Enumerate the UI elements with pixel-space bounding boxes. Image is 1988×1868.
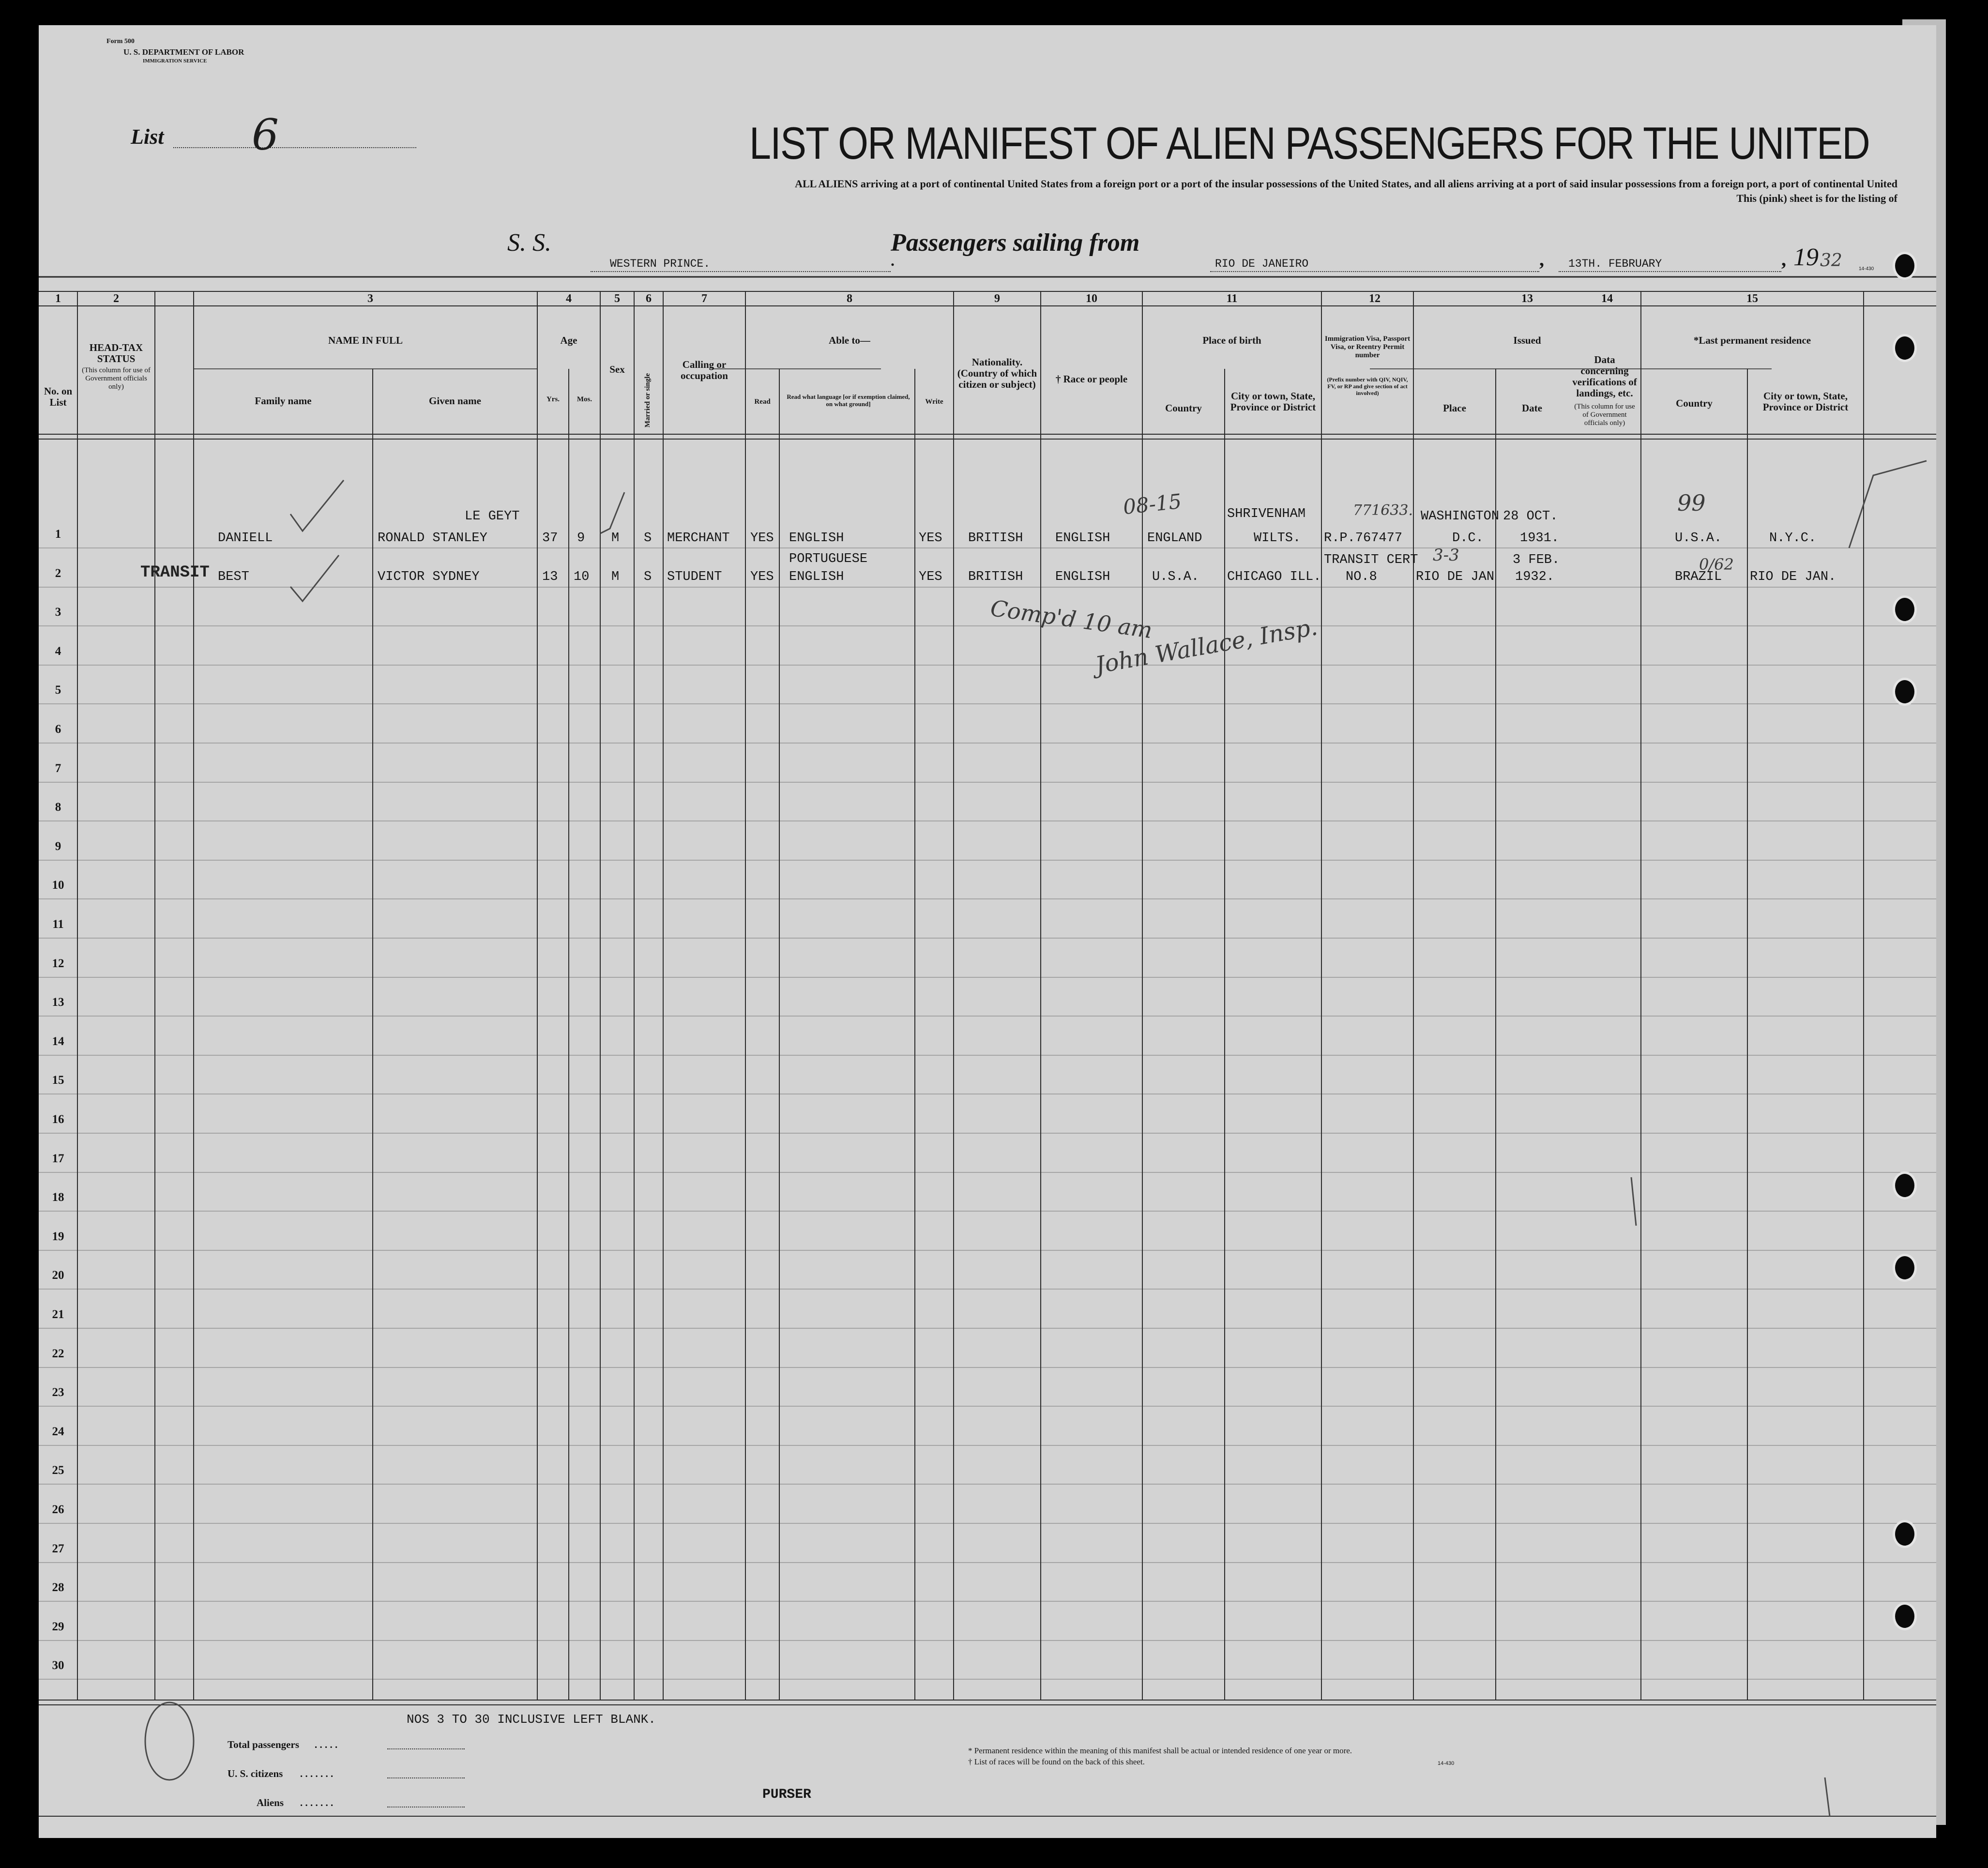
column-number: 12 (1369, 292, 1381, 305)
footer-dots-2: . . . . . . . (300, 1768, 334, 1779)
footer-us-citizens: U. S. citizens (228, 1768, 283, 1779)
header-head-tax-note: (This column for use of Government officials only) (82, 366, 151, 391)
p1-given-extra: LE GEYT (465, 509, 520, 524)
header-issued: Issued (1513, 334, 1541, 346)
p1-language: ENGLISH (789, 531, 844, 546)
punch-hole (1893, 1254, 1917, 1282)
column-number: 4 (566, 292, 572, 305)
row-number: 27 (52, 1542, 64, 1555)
header-res-city: City or town, State, Province or District (1762, 390, 1849, 413)
p2-mos: 10 (574, 570, 590, 584)
p2-head-tax-stamp: TRANSIT (140, 563, 210, 582)
p2-res-country: BRAZIL (1675, 570, 1722, 584)
p1-visa-2: R.P.767477 (1324, 531, 1403, 546)
subtitle-2: This (pink) sheet is for the listing of (1736, 192, 1897, 204)
checkmark-2 (290, 555, 339, 601)
p1-res-city: N.Y.C. (1769, 531, 1817, 546)
p2-issued-place: RIO DE JAN (1416, 570, 1495, 584)
footer-line-2 (387, 1777, 465, 1778)
row-number: 6 (55, 723, 61, 736)
column-number: 7 (701, 292, 707, 305)
page-title: LIST OR MANIFEST OF ALIEN PASSENGERS FOR THE UNITED (749, 118, 1870, 168)
row-number: 15 (52, 1074, 64, 1087)
header-read: Read (754, 398, 771, 406)
p1-issued-place-1: WASHINGTON (1421, 509, 1500, 524)
punch-hole (1893, 1520, 1917, 1548)
punch-hole (1893, 252, 1917, 280)
p1-family: DANIELL (218, 531, 273, 546)
header-visa: Immigration Visa, Passport Visa, or Reentry Permit number (1324, 335, 1411, 359)
p2-birth-country: U.S.A. (1152, 570, 1199, 584)
p2-visa-1: TRANSIT CERT (1324, 553, 1418, 567)
row-number: 19 (52, 1230, 64, 1243)
row-number: 29 (52, 1620, 64, 1633)
header-verifications: Data concerning verifications of landings, etc. (1572, 354, 1637, 399)
inspector-note-1: Comp'd 10 am (988, 594, 1154, 644)
tick-residence (1849, 461, 1927, 548)
row-number: 12 (52, 957, 64, 970)
row-number: 7 (55, 762, 61, 775)
p2-language: ENGLISH (789, 570, 844, 584)
header-nationality: Nationality. (Country of which citizen or subject) (957, 356, 1037, 390)
row-number: 23 (52, 1386, 64, 1399)
header-place-of-birth: Place of birth (1202, 334, 1261, 346)
p2-nationality: BRITISH (968, 570, 1023, 584)
row-number: 8 (55, 801, 61, 814)
header-head-tax: HEAD-TAX STATUS (89, 342, 143, 364)
p2-given: VICTOR SYDNEY (378, 570, 480, 584)
header-issued-date: Date (1522, 402, 1542, 414)
p1-visa-1: 771633. (1353, 502, 1413, 519)
p1-res-country: U.S.A. (1675, 531, 1722, 546)
header-visa-note: (Prefix number with QIV, NQIV, FV, or RP and give section of act involved) (1327, 376, 1408, 396)
punch-hole (1893, 334, 1917, 362)
row-number: 9 (55, 840, 61, 853)
column-number: 3 (367, 292, 373, 305)
column-number: 8 (847, 292, 852, 305)
header-birth-city: City or town, State, Province or District (1230, 390, 1316, 413)
ss-label: S. S. (507, 229, 551, 257)
row-number: 22 (52, 1347, 64, 1360)
column-number: 6 (646, 292, 652, 305)
circle-mark (145, 1702, 194, 1780)
row-number: 24 (52, 1425, 64, 1438)
inspector-signature: John Wallace, Insp. (1093, 613, 1320, 679)
punch-hole (1893, 595, 1917, 623)
annotation-birth-mark: 08-15 (1122, 489, 1183, 519)
port-name: RIO DE JANEIRO (1215, 258, 1309, 270)
p2-write: YES (919, 570, 942, 584)
form-code-top: 14-430 (1859, 266, 1874, 272)
header-verifications-note: (This column for use of Government officials only) (1574, 403, 1635, 427)
comma-1: , (1539, 248, 1544, 270)
header-age: Age (560, 334, 577, 346)
row-number: 11 (52, 918, 64, 931)
row-number: 25 (52, 1464, 64, 1477)
p2-visa-2: NO.8 (1346, 570, 1377, 584)
year-suffix: 32 (1820, 251, 1842, 271)
p1-nationality: BRITISH (968, 531, 1023, 546)
p1-birth-city-2: WILTS. (1254, 531, 1301, 546)
footer-form-code: 14-430 (1438, 1761, 1455, 1766)
row-number: 30 (52, 1659, 64, 1672)
annotation-issued-mark: 3-3 (1433, 546, 1459, 565)
header-race: † Race or people (1055, 373, 1128, 385)
p2-occupation: STUDENT (667, 570, 722, 584)
stray-mark-2 (1825, 1777, 1830, 1816)
row-number: 3 (55, 606, 61, 619)
row-number: 14 (52, 1035, 64, 1048)
footer-line-1 (387, 1748, 465, 1749)
column-number: 15 (1746, 292, 1758, 305)
list-number: 6 (252, 110, 279, 160)
header-able-to: Able to— (829, 334, 870, 346)
header-issued-place: Place (1443, 402, 1466, 414)
department-name: U. S. DEPARTMENT OF LABOR (123, 47, 244, 57)
header-no-on-list: No. on List (44, 385, 73, 408)
row-number: 2 (55, 567, 61, 580)
dot-1: . (891, 252, 895, 269)
p2-race: ENGLISH (1055, 570, 1110, 584)
p1-race: ENGLISH (1055, 531, 1110, 546)
punch-hole (1893, 1602, 1917, 1630)
column-number: 9 (994, 292, 1000, 305)
manifest-sheet (39, 25, 1936, 1838)
p1-sex: M (611, 531, 620, 546)
header-calling: Calling or occupation (680, 359, 728, 381)
row-number: 16 (52, 1113, 64, 1126)
footer-note-1: * Permanent residence within the meaning of this manifest shall be actual or intended residence of one year or more. (968, 1746, 1352, 1755)
p2-language-extra: PORTUGUESE (789, 552, 868, 566)
header-given-name: Given name (429, 395, 481, 407)
p1-issued-date-2: 1931. (1520, 531, 1560, 546)
p2-birth-city: CHICAGO ILL. (1227, 570, 1321, 584)
row-number: 13 (52, 996, 64, 1009)
p1-status: S (644, 531, 652, 546)
footer-dots-1: . . . . . (315, 1739, 338, 1750)
p1-birth-city-1: SHRIVENHAM (1227, 507, 1306, 521)
row-number: 4 (55, 645, 61, 658)
p1-read: YES (750, 531, 774, 546)
row-number: 18 (52, 1191, 64, 1204)
header-sex: Sex (609, 364, 625, 375)
form-number: Form 500 (106, 38, 135, 45)
row-number: 28 (52, 1581, 64, 1594)
p2-family: BEST (218, 570, 249, 584)
ship-name: WESTERN PRINCE. (610, 258, 711, 270)
p2-res-city: RIO DE JAN. (1750, 570, 1836, 584)
service-name: IMMIGRATION SERVICE (143, 58, 207, 64)
p2-read: YES (750, 570, 774, 584)
comma-2: , (1781, 248, 1786, 270)
p2-sex: M (611, 570, 620, 584)
header-birth-country: Country (1165, 402, 1202, 414)
p1-yrs: 37 (542, 531, 558, 546)
header-name-in-full: NAME IN FULL (328, 334, 403, 346)
p1-issued-place-2: D.C. (1452, 531, 1484, 546)
footer-dots-3: . . . . . . . (300, 1797, 334, 1808)
list-label: List (131, 125, 164, 149)
p1-mos: 9 (577, 531, 585, 546)
p2-yrs: 13 (542, 570, 558, 584)
subtitle-1: ALL ALIENS arriving at a port of continental United States from a foreign port or a port of the insular possessions of the United States, and all aliens arriving at a port of said insular possessions from a foreign port, a port of continental United (795, 178, 1897, 190)
column-number: 11 (1226, 292, 1238, 305)
column-number: 2 (113, 292, 119, 305)
header-read-language: Read what language [or if exemption claimed, on what ground] (787, 393, 910, 408)
p2-status: S (644, 570, 652, 584)
p1-birth-country: ENGLAND (1147, 531, 1202, 546)
column-number: 5 (614, 292, 620, 305)
header-last-residence: *Last permanent residence (1693, 334, 1811, 346)
header-yrs: Yrs. (546, 395, 560, 403)
row-number: 20 (52, 1269, 64, 1282)
header-res-country: Country (1676, 397, 1713, 409)
footer-purser: PURSER (762, 1787, 811, 1802)
tick-age (600, 492, 624, 533)
checkmark-1 (290, 480, 344, 531)
p1-issued-date-1: 28 OCT. (1503, 509, 1558, 524)
footer-note-2: † List of races will be found on the back of this sheet. (968, 1757, 1145, 1766)
column-number: 13 (1521, 292, 1533, 305)
annotation-residence-mark-2: 0/62 (1699, 555, 1734, 574)
stray-mark (1631, 1177, 1636, 1226)
footer-blank-note: NOS 3 TO 30 INCLUSIVE LEFT BLANK. (407, 1712, 656, 1727)
row-number: 17 (52, 1152, 64, 1165)
row-number: 26 (52, 1503, 64, 1516)
p2-issued-date-2: 1932. (1515, 570, 1555, 584)
punch-hole (1893, 678, 1917, 706)
sailing-date: 13TH. FEBRUARY (1568, 258, 1662, 270)
row-number: 5 (55, 683, 61, 697)
header-married: Married or single (644, 373, 652, 428)
column-number: 1 (55, 292, 61, 305)
row-number: 1 (55, 528, 61, 541)
sailing-label: Passengers sailing from (891, 229, 1140, 257)
header-write: Write (925, 398, 943, 406)
annotation-residence-mark: 99 (1677, 490, 1706, 516)
punch-hole (1893, 1171, 1917, 1200)
footer-total-passengers: Total passengers (228, 1739, 299, 1750)
p1-occupation: MERCHANT (667, 531, 730, 546)
p1-write: YES (919, 531, 942, 546)
header-mos: Mos. (577, 395, 592, 403)
column-number: 10 (1086, 292, 1097, 305)
year-prefix: 19 (1793, 243, 1819, 271)
footer-aliens: Aliens (257, 1797, 284, 1808)
row-number: 21 (52, 1308, 64, 1321)
p2-issued-date-1: 3 FEB. (1513, 553, 1560, 567)
header-family-name: Family name (255, 395, 312, 407)
row-number: 10 (52, 879, 64, 892)
column-number: 14 (1601, 292, 1613, 305)
p1-given: RONALD STANLEY (378, 531, 487, 546)
